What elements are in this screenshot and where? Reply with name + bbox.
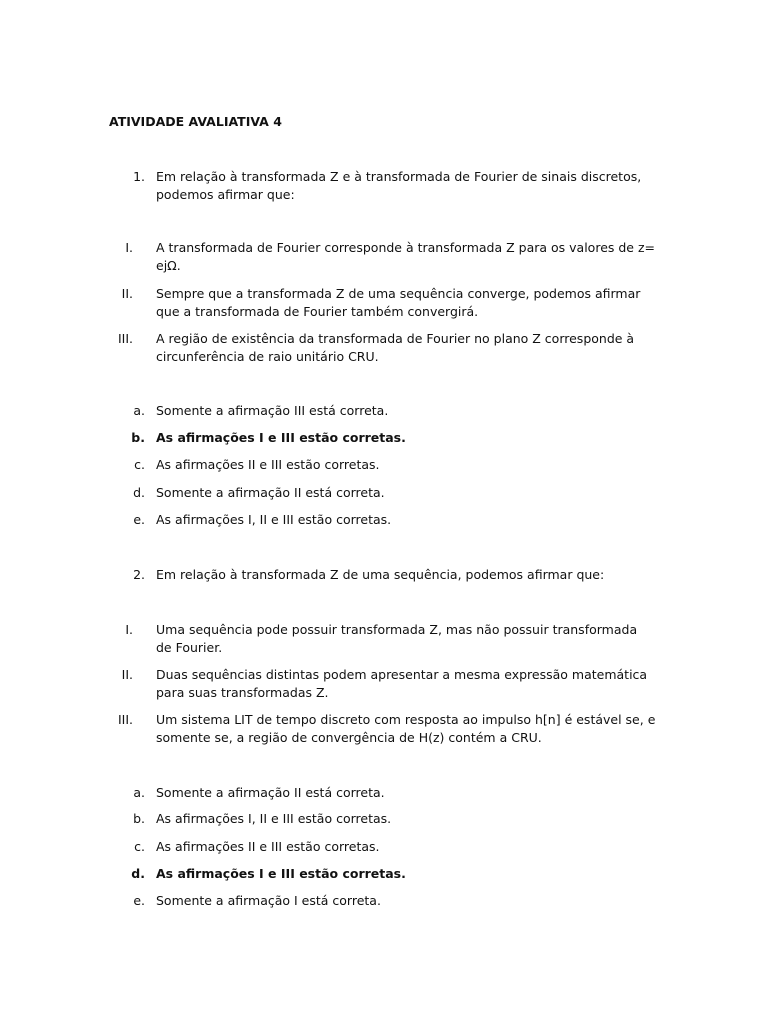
option-marker: d. xyxy=(133,485,145,500)
option-text: Somente a afirmação I está correta. xyxy=(156,893,381,908)
statement-marker: III. xyxy=(117,712,133,727)
option-text: Somente a afirmação III está correta. xyxy=(156,403,389,418)
option-marker: b. xyxy=(131,430,145,445)
option-text: As afirmações I e III estão corretas. xyxy=(156,866,406,881)
question-stem: Em relação à transformada Z e à transformada de Fourier de sinais discretos, podemos afirmar que: xyxy=(156,169,642,202)
statement-text: A transformada de Fourier corresponde à transformada Z para os valores de z= ejΩ. xyxy=(156,240,655,273)
statement-marker: I. xyxy=(125,240,133,255)
question-number: 2. xyxy=(133,567,145,582)
option-marker: d. xyxy=(131,866,145,881)
option-marker: b. xyxy=(133,811,145,826)
question-number: 1. xyxy=(133,169,145,184)
option-text: As afirmações I, II e III estão corretas. xyxy=(156,512,392,527)
statement-marker: I. xyxy=(125,622,133,637)
statement-text: Um sistema LIT de tempo discreto com resposta ao impulso h[n] é estável se, e somente se, a região de convergência de H(z) contém a CRU. xyxy=(156,712,656,745)
statement-text: Uma sequência pode possuir transformada Z, mas não possuir transformada de Fourier. xyxy=(156,622,638,655)
document-title: ATIVIDADE AVALIATIVA 4 xyxy=(109,114,282,129)
option-text: As afirmações II e III estão corretas. xyxy=(156,457,380,472)
option-text: As afirmações I e III estão corretas. xyxy=(156,430,406,445)
option-marker: e. xyxy=(133,893,145,908)
option-marker: e. xyxy=(133,512,145,527)
statement-marker: III. xyxy=(117,331,133,346)
statement-marker: II. xyxy=(121,286,133,301)
statement-text: Duas sequências distintas podem apresentar a mesma expressão matemática para suas transformadas Z. xyxy=(156,667,648,700)
statement-text: Sempre que a transformada Z de uma sequência converge, podemos afirmar que a transformada de Fourier também convergirá. xyxy=(156,286,641,319)
option-marker: a. xyxy=(133,785,145,800)
option-marker: c. xyxy=(134,839,145,854)
option-text: Somente a afirmação II está correta. xyxy=(156,485,385,500)
statement-marker: II. xyxy=(121,667,133,682)
option-marker: c. xyxy=(134,457,145,472)
option-text: Somente a afirmação II está correta. xyxy=(156,785,385,800)
question-stem: Em relação à transformada Z de uma sequência, podemos afirmar que: xyxy=(156,567,605,582)
statement-text: A região de existência da transformada de Fourier no plano Z corresponde à circunferência de raio unitário CRU. xyxy=(156,331,635,364)
option-marker: a. xyxy=(133,403,145,418)
option-text: As afirmações I, II e III estão corretas. xyxy=(156,811,392,826)
option-text: As afirmações II e III estão corretas. xyxy=(156,839,380,854)
